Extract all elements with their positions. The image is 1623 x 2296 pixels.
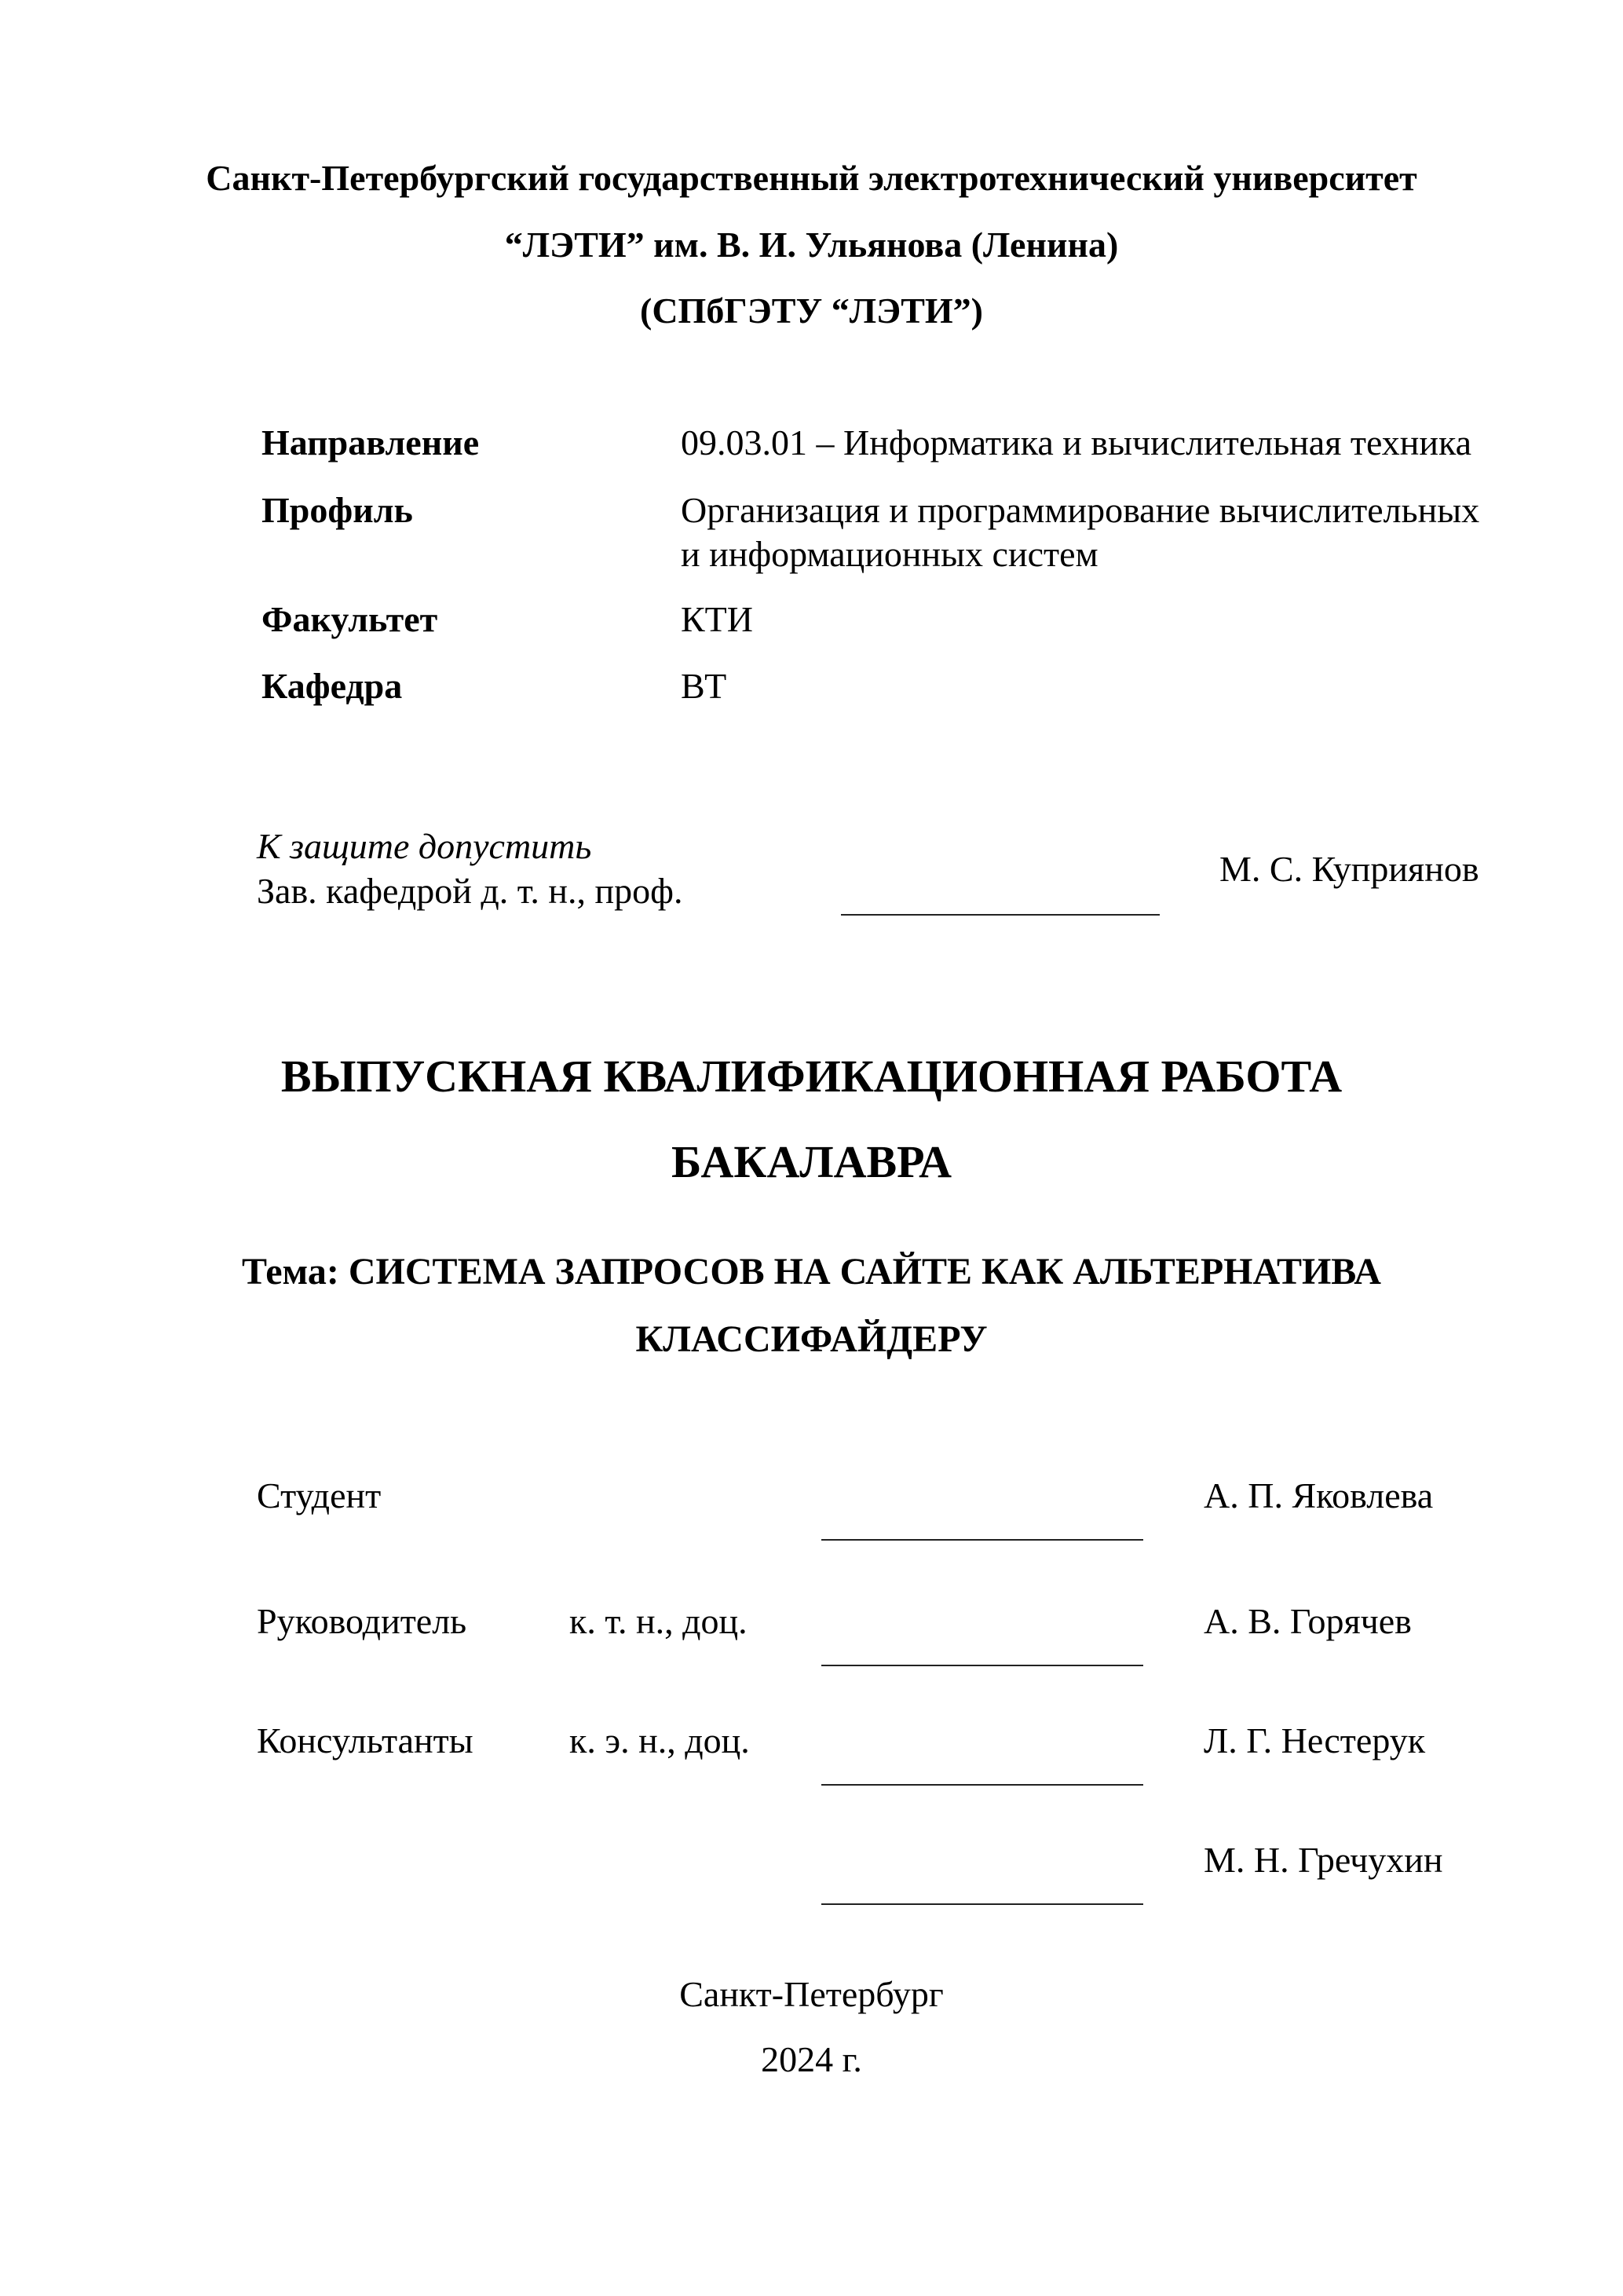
signature-line [821,1539,1143,1541]
info-value-profile: Организация и программирование вычислительных [681,490,1480,530]
approval-name: М. С. Куприянов [1219,849,1479,889]
signature-name-supervisor: А. В. Горячев [1204,1601,1412,1641]
footer-year: 2024 г. [761,2039,862,2079]
signature-role-student: Студент [257,1475,382,1515]
work-title: ВЫПУСКНАЯ КВАЛИФИКАЦИОННАЯ РАБОТА [280,1051,1343,1102]
university-abbreviation: (СПбГЭТУ “ЛЭТИ”) [640,291,983,331]
info-label-direction: Направление [261,422,480,462]
signature-name-consultant-1: Л. Г. Нестерук [1204,1720,1426,1760]
signature-degree-supervisor: к. т. н., доц. [569,1601,748,1641]
university-name: Санкт-Петербургский государственный электротехнический университет [206,158,1417,198]
signature-line [821,1665,1143,1666]
info-value-direction: 09.03.01 – Информатика и вычислительная техника [681,422,1472,462]
work-topic: Тема: СИСТЕМА ЗАПРОСОВ НА САЙТЕ КАК АЛЬТЕРНАТИВА [242,1251,1381,1292]
approval-title: К защите допустить [257,826,592,866]
info-label-faculty: Факультет [261,599,438,639]
info-label-profile: Профиль [261,490,413,530]
signature-line [821,1903,1143,1905]
approval-position: Зав. кафедрой д. т. н., проф. [257,871,683,911]
signature-name-student: А. П. Яковлева [1204,1475,1434,1515]
signature-role-supervisor: Руководитель [257,1601,467,1641]
footer-city: Санкт-Петербург [679,1974,944,2014]
signature-line [821,1784,1143,1786]
signature-line [841,914,1160,916]
info-value-profile-cont: и информационных систем [681,534,1098,574]
university-short-name: “ЛЭТИ” им. В. И. Ульянова (Ленина) [504,225,1119,265]
info-value-faculty: КТИ [681,599,753,639]
work-topic-cont: КЛАССИФАЙДЕРУ [635,1318,988,1360]
info-label-department: Кафедра [261,666,403,706]
signature-degree-consultant: к. э. н., доц. [569,1720,750,1760]
work-title-cont: БАКАЛАВРА [671,1136,952,1187]
signature-name-consultant-2: М. Н. Гречухин [1204,1840,1443,1880]
signature-role-consultants: Консультанты [257,1720,473,1760]
info-value-department: ВТ [681,666,727,706]
